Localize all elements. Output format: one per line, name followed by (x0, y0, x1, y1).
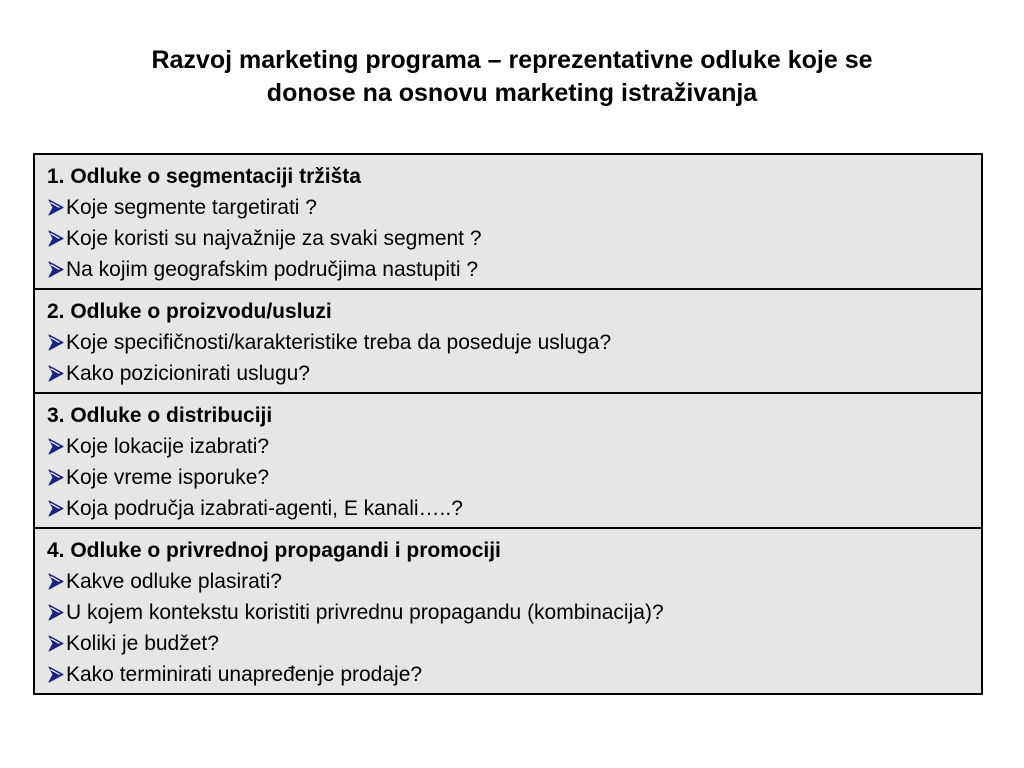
slide-title-line-1: Razvoj marketing programa – reprezentativne odluke koje se (151, 46, 873, 74)
arrow-bullet-icon (47, 261, 64, 278)
list-item (47, 192, 969, 223)
section-distribution (35, 392, 981, 527)
arrow-bullet-icon (47, 334, 64, 351)
list-item-text: U kojem kontekstu koristiti privrednu propagandu (kombinacija)? (66, 601, 664, 624)
list-item (47, 493, 969, 524)
list-item-text: Koje specifičnosti/karakteristike treba da poseduje usluga? (66, 331, 612, 354)
list-item (47, 431, 969, 462)
arrow-bullet-icon (47, 438, 64, 455)
list-item-text: Koje lokacije izabrati? (66, 435, 270, 458)
list-item-text: Koja područja izabrati-agenti, E kanali…..? (66, 497, 463, 520)
list-item (47, 223, 969, 254)
list-item-text: Koliki je budžet? (66, 632, 219, 655)
list-item (47, 327, 969, 358)
arrow-bullet-icon (47, 635, 64, 652)
list-item (47, 597, 969, 628)
list-item (47, 462, 969, 493)
list-item (47, 358, 969, 389)
arrow-bullet-icon (47, 666, 64, 683)
section-heading: 1. Odluke o segmentaciji tržišta (47, 165, 361, 188)
list-item-text: Kako pozicionirati uslugu? (66, 362, 310, 385)
list-item (47, 628, 969, 659)
list-item-text: Kako terminirati unapređenje prodaje? (66, 663, 423, 686)
arrow-bullet-icon (47, 573, 64, 590)
decision-table (33, 153, 983, 695)
list-item-text: Koje koristi su najvažnije za svaki segment ? (66, 227, 482, 250)
arrow-bullet-icon (47, 199, 64, 216)
list-item (47, 254, 969, 285)
arrow-bullet-icon (47, 230, 64, 247)
list-item-text: Koje vreme isporuke? (66, 466, 270, 489)
list-item-text: Kakve odluke plasirati? (66, 570, 282, 593)
section-heading: 3. Odluke o distribuciji (47, 404, 273, 427)
arrow-bullet-icon (47, 365, 64, 382)
arrow-bullet-icon (47, 604, 64, 621)
section-product-service (35, 288, 981, 392)
section-heading: 2. Odluke o proizvodu/usluzi (47, 300, 332, 323)
list-item (47, 659, 969, 690)
slide-title (0, 44, 1024, 110)
arrow-bullet-icon (47, 469, 64, 486)
list-item-text: Na kojim geografskim područjima nastupiti ? (66, 258, 479, 281)
slide-title-line-2: donose na osnovu marketing istraživanja (266, 79, 758, 107)
arrow-bullet-icon (47, 500, 64, 517)
list-item (47, 566, 969, 597)
section-promotion (35, 527, 981, 693)
section-heading: 4. Odluke o privrednoj propagandi i promociji (47, 539, 501, 562)
list-item-text: Koje segmente targetirati ? (66, 196, 317, 219)
section-segmentation (35, 155, 981, 288)
